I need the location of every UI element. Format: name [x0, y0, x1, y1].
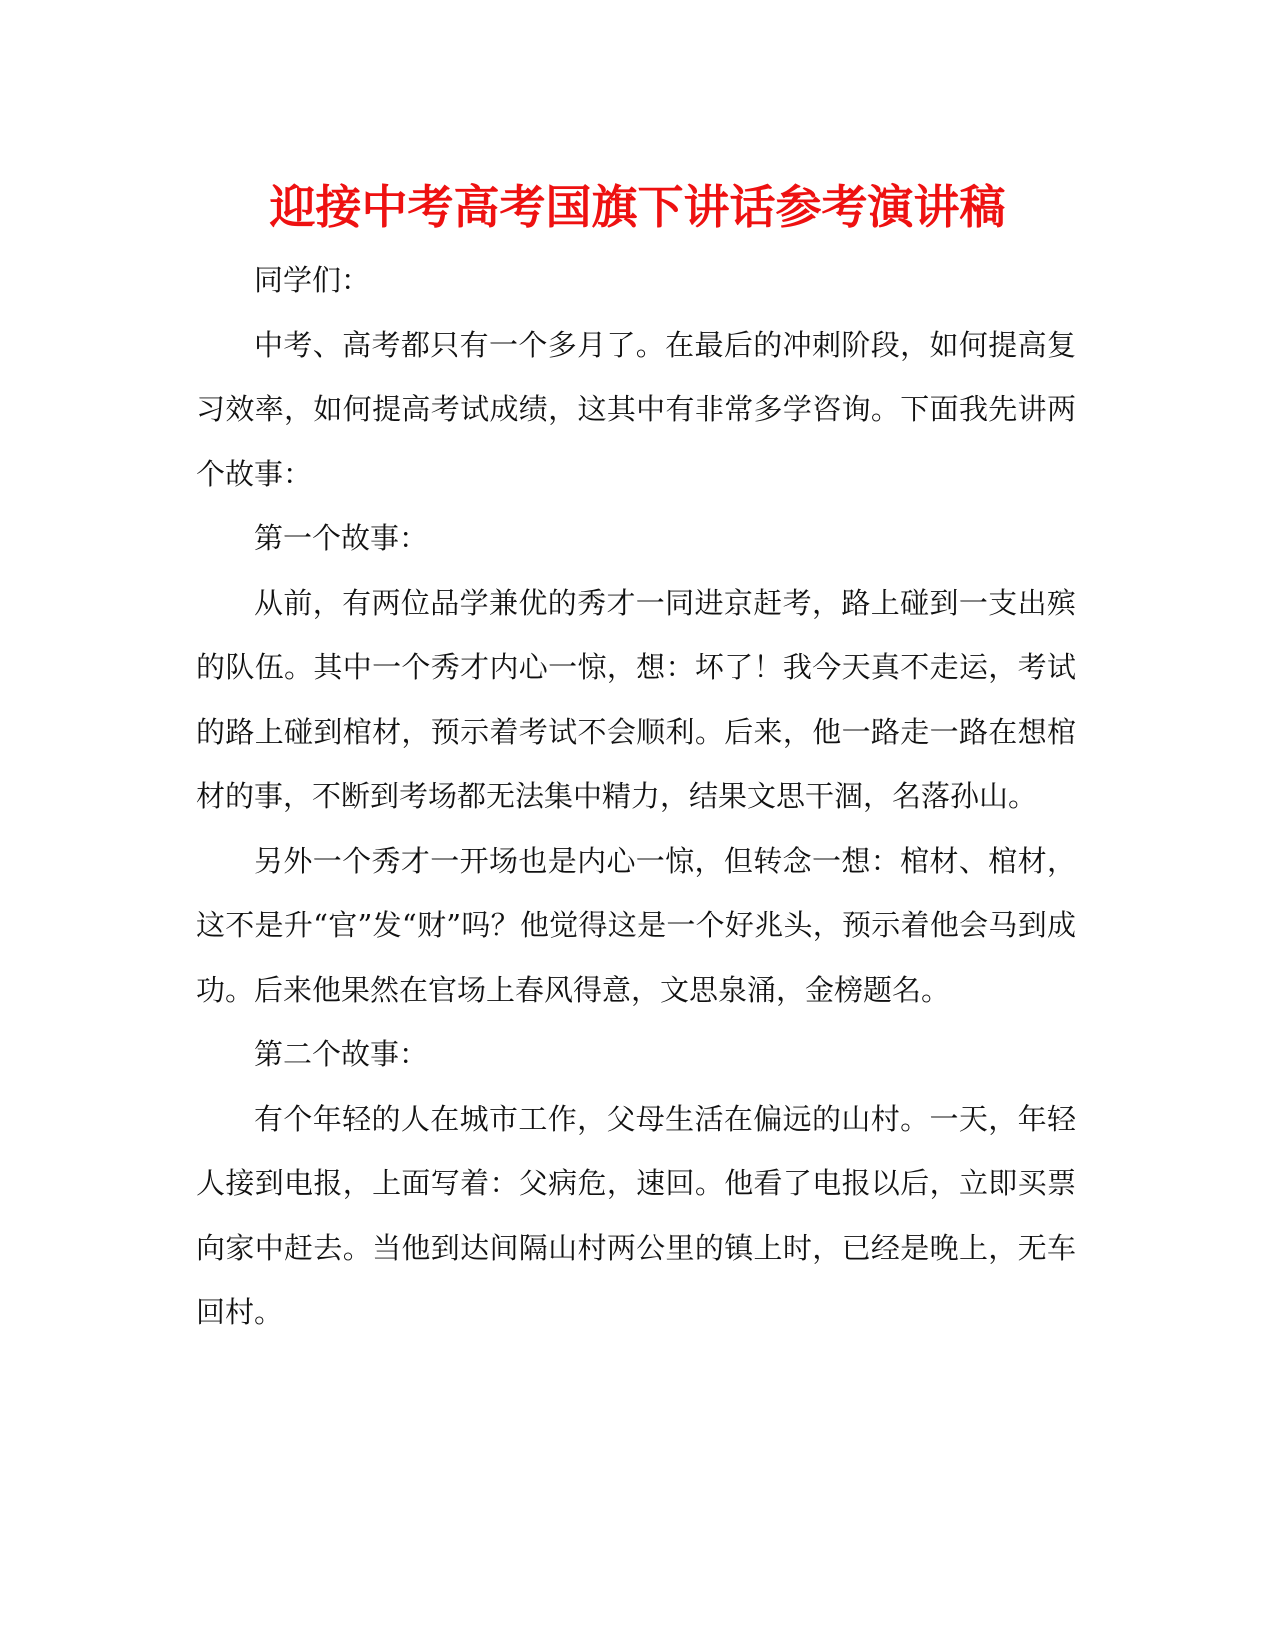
- paragraph-intro: 中考、高考都只有一个多月了。在最后的冲刺阶段，如何提高复习效率，如何提高考试成绩，这其中有非常多学咨询。下面我先讲两个故事：: [196, 327, 1076, 491]
- paragraph-story-two-body: 有个年轻的人在城市工作，父母生活在偏远的山村。一天，年轻人接到电报，上面写着：父病危，速回。他看了电报以后，立即买票向家中赶去。当他到达间隔山村两公里的镇上时，已经是晚上，无车回村。: [196, 1101, 1076, 1329]
- document-body: [196, 248, 1076, 1345]
- document-title: 迎接中考高考国旗下讲话参考演讲稿: [269, 180, 1006, 234]
- paragraph-story-one-first-scholar: 从前，有两位品学兼优的秀才一同进京赶考，路上碰到一支出殡的队伍。其中一个秀才内心一惊，想：坏了！我今天真不走运，考试的路上碰到棺材，预示着考试不会顺利。后来，他一路走一路在想棺材的事，不断到考场都无法集中精力，结果文思干涸，名落孙山。: [196, 585, 1076, 813]
- paragraph-story-one-heading: 第一个故事：: [254, 521, 429, 555]
- paragraph-story-one-second-scholar: 另外一个秀才一开场也是内心一惊，但转念一想：棺材、棺材，这不是升“官”发“财”吗？他觉得这是一个好兆头，预示着他会马到成功。后来他果然在官场上春风得意，文思泉涌，金榜题名。: [196, 843, 1076, 1007]
- paragraph-story-two-heading: 第二个故事：: [254, 1037, 429, 1071]
- paragraph-greeting: 同学们：: [254, 263, 371, 297]
